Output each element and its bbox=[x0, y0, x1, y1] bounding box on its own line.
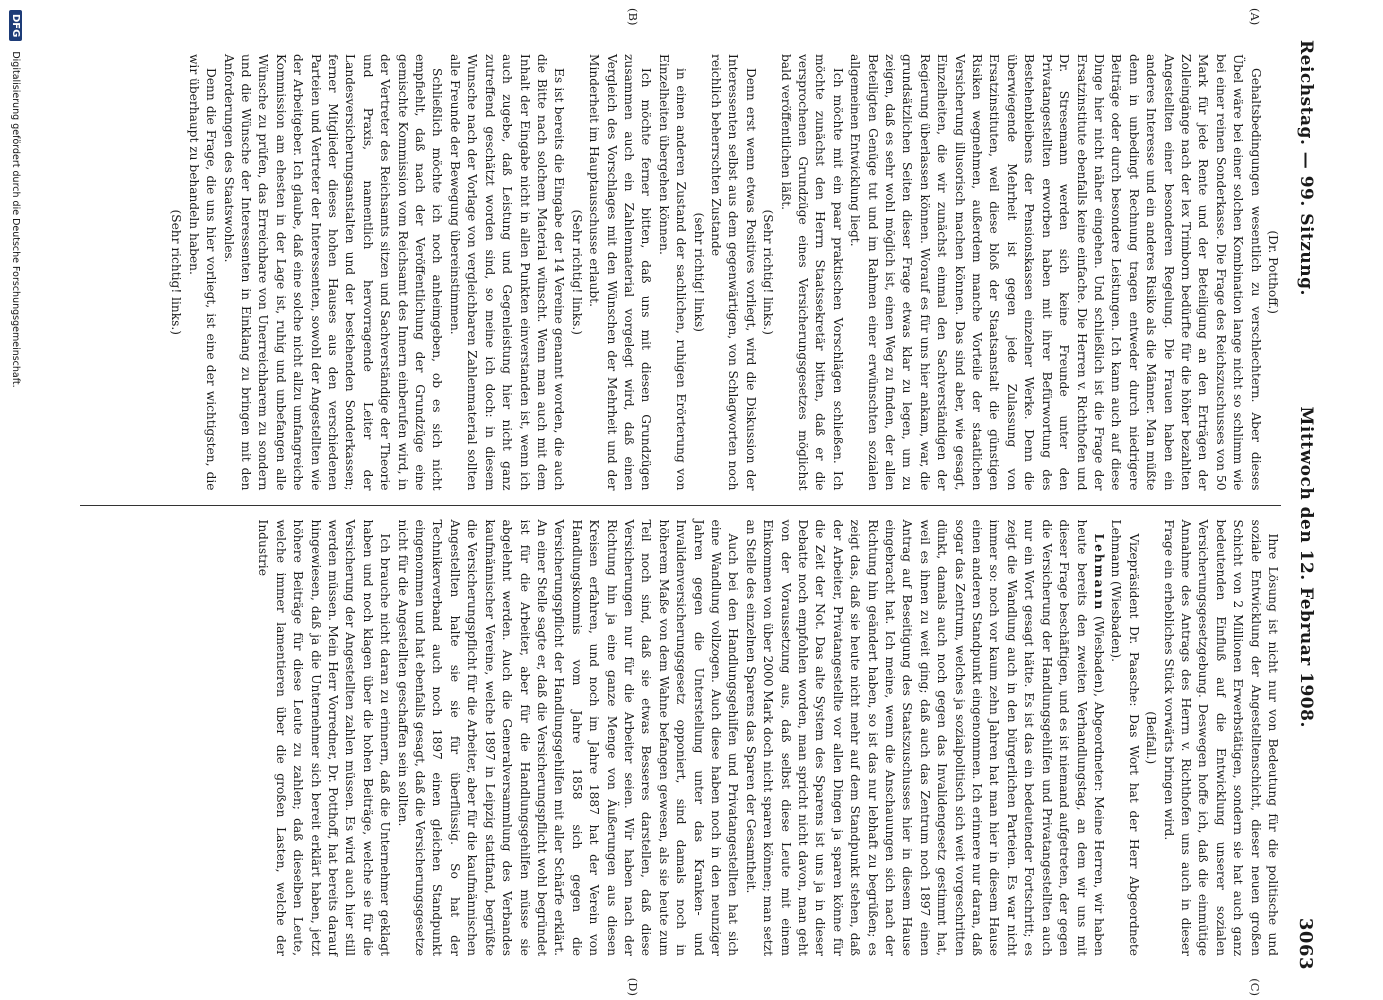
margin-marker-d: (D) bbox=[626, 977, 640, 996]
paragraph: Ihre Lösung ist nicht nur von Bedeutung für die politische und soziale Entwicklung der Angestelltenschicht, dieser neuen großen Schicht von 2 Millionen Erwerbstätigen, sondern sie hat auch ganz bedeutenden Einfluß auf die Entwicklung unserer sozialen Versicherungsgesetzgebung. Deswegen hoffe ich, daß die einmütige Annahme des Antrags des Herrn v. Richthofen uns auch in dieser Frage ein erhebliches Stück vorwärts bringen wird. bbox=[1161, 519, 1280, 956]
applause-note: (sehr richtig! links) bbox=[691, 212, 706, 333]
paragraph: in einen anderen Zustand der sachlichen, ruhigen Erörterung von Einzelheiten übergehen können. bbox=[656, 54, 689, 491]
margin-marker-b: (B) bbox=[626, 8, 640, 26]
page-body bbox=[80, 8, 1323, 996]
applause-note: (Beifall.) bbox=[1144, 711, 1159, 765]
paragraph: Denn die Frage, die uns hier vorliegt, ist eine der wichtigsten, die wir überhaupt zu behandeln haben. bbox=[186, 54, 219, 491]
credit-text: Digitalisierung gefördert durch die Deutsche Forschungsgemeinschaft. bbox=[10, 51, 22, 388]
paragraph: Auch bei den Handlungsgehilfen und Privatangestellten hat sich eine Wandlung vollzogen. Auch diese haben noch in den neunziger Jahren gegen die Unterstellung unter das Kranken- und Invalidenversicherungsgesetz opponiert, sind damals noch in höherem Maße von dem Wahne befangen gewesen, als sie heute zum Teil noch sind, daß sie etwas Besseres darstellen, daß diese Versicherungen nur für die Arbeiter seien. Wir haben nach der Richtung hin ja eine ganze Menge von Äußerungen aus diesen Kreisen erfahren, und noch im Jahre 1887 hat der Verein von Handlungskommis vom Jahre 1858 sich gegen die Versicherungspflicht der Handlungsgehilfen mit aller Schärfe erklärt. An einer Stelle sagte er, daß die Versicherungspflicht wohl begründet ist für die Arbeiter, aber für die Handlungsgehilfen müsse sie abgelehnt werden. Auch die Generalversammlung des Verbandes kaufmännischer Vereine, welche 1897 in Leipzig stattfand, begrüßte die Versicherungspflicht für die Arbeiter, aber für die kaufmännischen Angestellten halte sie sie für überflüssig. So hat der Technikerverband auch noch 1897 einen gleichen Standpunkt eingenommen und hat ebenfalls gesagt, daß die Versicherungsgesetze nicht für die Angestellten geschaffen sein sollten. bbox=[395, 519, 741, 956]
paragraph: Es ist bereits die Eingabe der 14 Vereine genannt worden, die auch die Bitte nach solchem Material wünscht. Wenn man auch mit dem Inhalt der Eingabe nicht in allen Punkten einverstanden ist, wenn ich auch zugebe, daß Leistung und Gegenleistung hier nicht ganz zutreffend geschätzt worden sind, so meine ich doch: in diesem Wunsche nach der Vorlage von vergleichbaren Zahlenmaterial sollten alle Freunde der Bewegung übereinstimmen. bbox=[447, 54, 567, 491]
page-number: 3063 bbox=[1295, 917, 1317, 970]
text-columns bbox=[80, 8, 1281, 996]
header-date: Mittwoch den 12. Februar 1908. bbox=[1296, 406, 1316, 728]
margin-marker-a: (A) bbox=[1248, 8, 1262, 26]
speaker-continuation: (Dr. Potthoff.) bbox=[1266, 230, 1280, 315]
applause-note: (Sehr richtig! links.) bbox=[569, 209, 584, 336]
speaker-name: Lehmann bbox=[1091, 533, 1106, 612]
applause-note: (Sehr richtig! links.) bbox=[761, 209, 776, 336]
speech-text: (Wiesbaden), Abgeordneter: Meine Herren, wir haben heute bereits den zweiten Verhandlungstag, an dem wir uns mit dieser Frage beschäftigen, und es ist niemand aufgetreten, der gegen die Versicherung der Handlungsgehilfen und Privatangestellten auch nur ein Wort gesagt hätte. Es ist das ein bedeutender Fortschritt; es zeigt die Wandlung auch in den bürgerlichen Parteien. Es war nicht immer so: noch vor kaum zehn Jahren hat man hier in diesem Hause einen anderen Standpunkt eingenommen. Ich erinnere nur daran, daß sogar das Zentrum, welches ja sozialpolitisch sich weit vorgeschritten dünkt, damals auch noch gegen das Invalidengesetz gestimmt hat, weil es ihnen zu weit ging; daß auch das Zentrum noch 1897 einen Antrag auf Beseitigung des Staatszuschusses hier in diesem Hause eingebracht hat. Ich meine, wenn die Anschauungen sich nach der Richtung hin geändert haben, so ist das nur lebhaft zu begrüßen; es zeigt das, daß sie heute nicht mehr auf dem Standpunkt stehen, daß der Arbeiter, Privatangestellte vor allen Dingen ja sparen könne für die Zeit der Not. Das alte System des Sparens ist uns ja in dieser Debatte noch empfohlen worden, man spricht nicht davon, man geht von der Voraussetzung aus, daß selbst diese Leute mit einem Einkommen von über 2000 Mark doch nicht sparen können; man setzt an Stelle des einzelnen Sparens das Sparen der Gesamtheit. bbox=[743, 519, 1106, 957]
paragraph: Ich brauche nicht daran zu erinnern, daß die Unternehmer geklagt haben und noch klagen über die hohen Beiträge, welche sie für die Versicherung der Angestellten zahlen müssen. Es wird auch hier still werden müssen. Mein Herr Vorredner, Dr. Potthoff, hat bereits darauf hingewiesen, daß ja die Unternehmer sich bereit erklärt haben, jetzt höhere Beiträge für diese Leute zu zahlen; daß dieselben Leute, welche immer lamentieren über die großen Lasten, welche der Industrie bbox=[256, 519, 393, 956]
applause-note: (Sehr richtig! links.) bbox=[169, 209, 184, 336]
paragraph: Ich möchte mit ein paar praktischen Vorschlägen schließen. Ich möchte zunächst den Herrn Staatssekretär bitten, daß er die versprochenen Grundzüge eines Versicherungsgesetzes möglichst bald veröffentlichen läßt. bbox=[778, 54, 845, 491]
paragraph: Schließlich möchte ich noch anheimgeben, ob es sich nicht empfiehlt, daß nach der Veröffentlichung der Grundzüge eine gemischte Kommission vom Reichsamt des Innern einberufen wird, in der Vertreter des Reichsamts sitzen und Sachverständige der Theorie und Praxis, namentlich hervorragende Leiter der Landesversicherungsanstalten und der bestehenden Sonderkassen; ferner Mitglieder dieses hohen Hauses aus den verschiedenen Parteien und Vertreter der Interessenten, sowohl der Angestellten wie der Arbeitgeber. Ich glaube, daß eine solche nicht allzu umfangreiche Kommission am ehesten in der Lage ist, ruhig und unbefangen alle Wünsche zu prüfen, das Erreichbare von Unerreichbarem zu sondern und die Wünsche der Interessenten in Einklang zu bringen mit den Anforderungen des Staatswohles. bbox=[221, 54, 445, 491]
paragraph: Ich möchte ferner bitten, daß uns mit diesen Grundzügen zusammen auch ein Zahlenmaterial vorgelegt wird, daß einen Vergleich des Vorschlages mit den Wünschen der Mehrheit und der Minderheit im Hauptausschusse erlaubt. bbox=[587, 54, 654, 491]
margin-marker-c: (C) bbox=[1248, 978, 1262, 996]
paragraph: Gehaltsbedingungen wesentlich zu verschlechtern. Aber dieses Übel wäre bei einer solchen Kombination lange nicht so schlimm wie bei einer reinen Sonderkasse. Die Frage des Reichszuschusses von 50 Mark für jede Rente und der Beteiligung an den Erträgen der Zolleingänge nach der lex Trimborn bedürfte für die höher bezahlten Angestellten einer besonderen Regelung. Die Frauen haben ein anderes Interesse und ein anderes Risiko als die Männer. Man müßte denn in unbedingt Rechnung tragen entweder durch niedrigere Beiträge oder durch besondere Leistungen. Ich kann auch auf diese Dinge hier nicht näher eingehen. Und schließlich ist die Frage der Ersatzinstitute ebenfalls keine einfache. Die Herren v. Richthofen und Dr. Stresemann werden sich keine Freunde unter den Privatangestellten erworben haben mit ihrer Befürwortung des Bestehenbleibens der Pensionskassen einzelner Werke. Denn die überwiegende Mehrheit ist gegen jede Zulassung von Ersatzinstituten, weil diese bloß der Staatsanstalt die günstigen Risiken wegnehmen, außerdem manche Vorteile der staatlichen Versicherung illusorisch machen können. Das sind aber, wie gesagt, Einzelheiten, die wir zunächst einmal den Sachverständigen der Regierung überlassen können. Worauf es für uns hier ankam, war, die grundsätzlichen Seiten dieser Frage etwas klar zu legen, um zu zeigen, daß es sehr wohl möglich ist, einen Weg zu finden, der allen Beteiligten Genüge tut und im Rahmen einer erwünschten sozialen allgemeinen Entwicklung liegt. bbox=[848, 54, 1263, 491]
president-statement: Vizepräsident Dr. Paasche: Das Wort hat der Herr Abgeordnete Lehmann (Wiesbaden). bbox=[1109, 519, 1141, 956]
digitization-credit bbox=[8, 10, 24, 990]
header-right-group bbox=[1296, 407, 1317, 970]
left-column bbox=[80, 8, 1281, 506]
right-column bbox=[80, 506, 1281, 996]
dfg-logo: DFG bbox=[10, 10, 23, 41]
running-header bbox=[1289, 40, 1323, 970]
header-left: Reichstag. — 99. Sitzung. bbox=[1296, 40, 1316, 296]
paragraph: Denn erst wenn etwas Positives vorliegt, wird die Diskussion der Interessenten selbst aus dem gegenwärtigen, von Schlagworten noch reichlich beherrschten Zustande bbox=[709, 54, 758, 491]
speech-paragraph bbox=[741, 520, 1107, 957]
